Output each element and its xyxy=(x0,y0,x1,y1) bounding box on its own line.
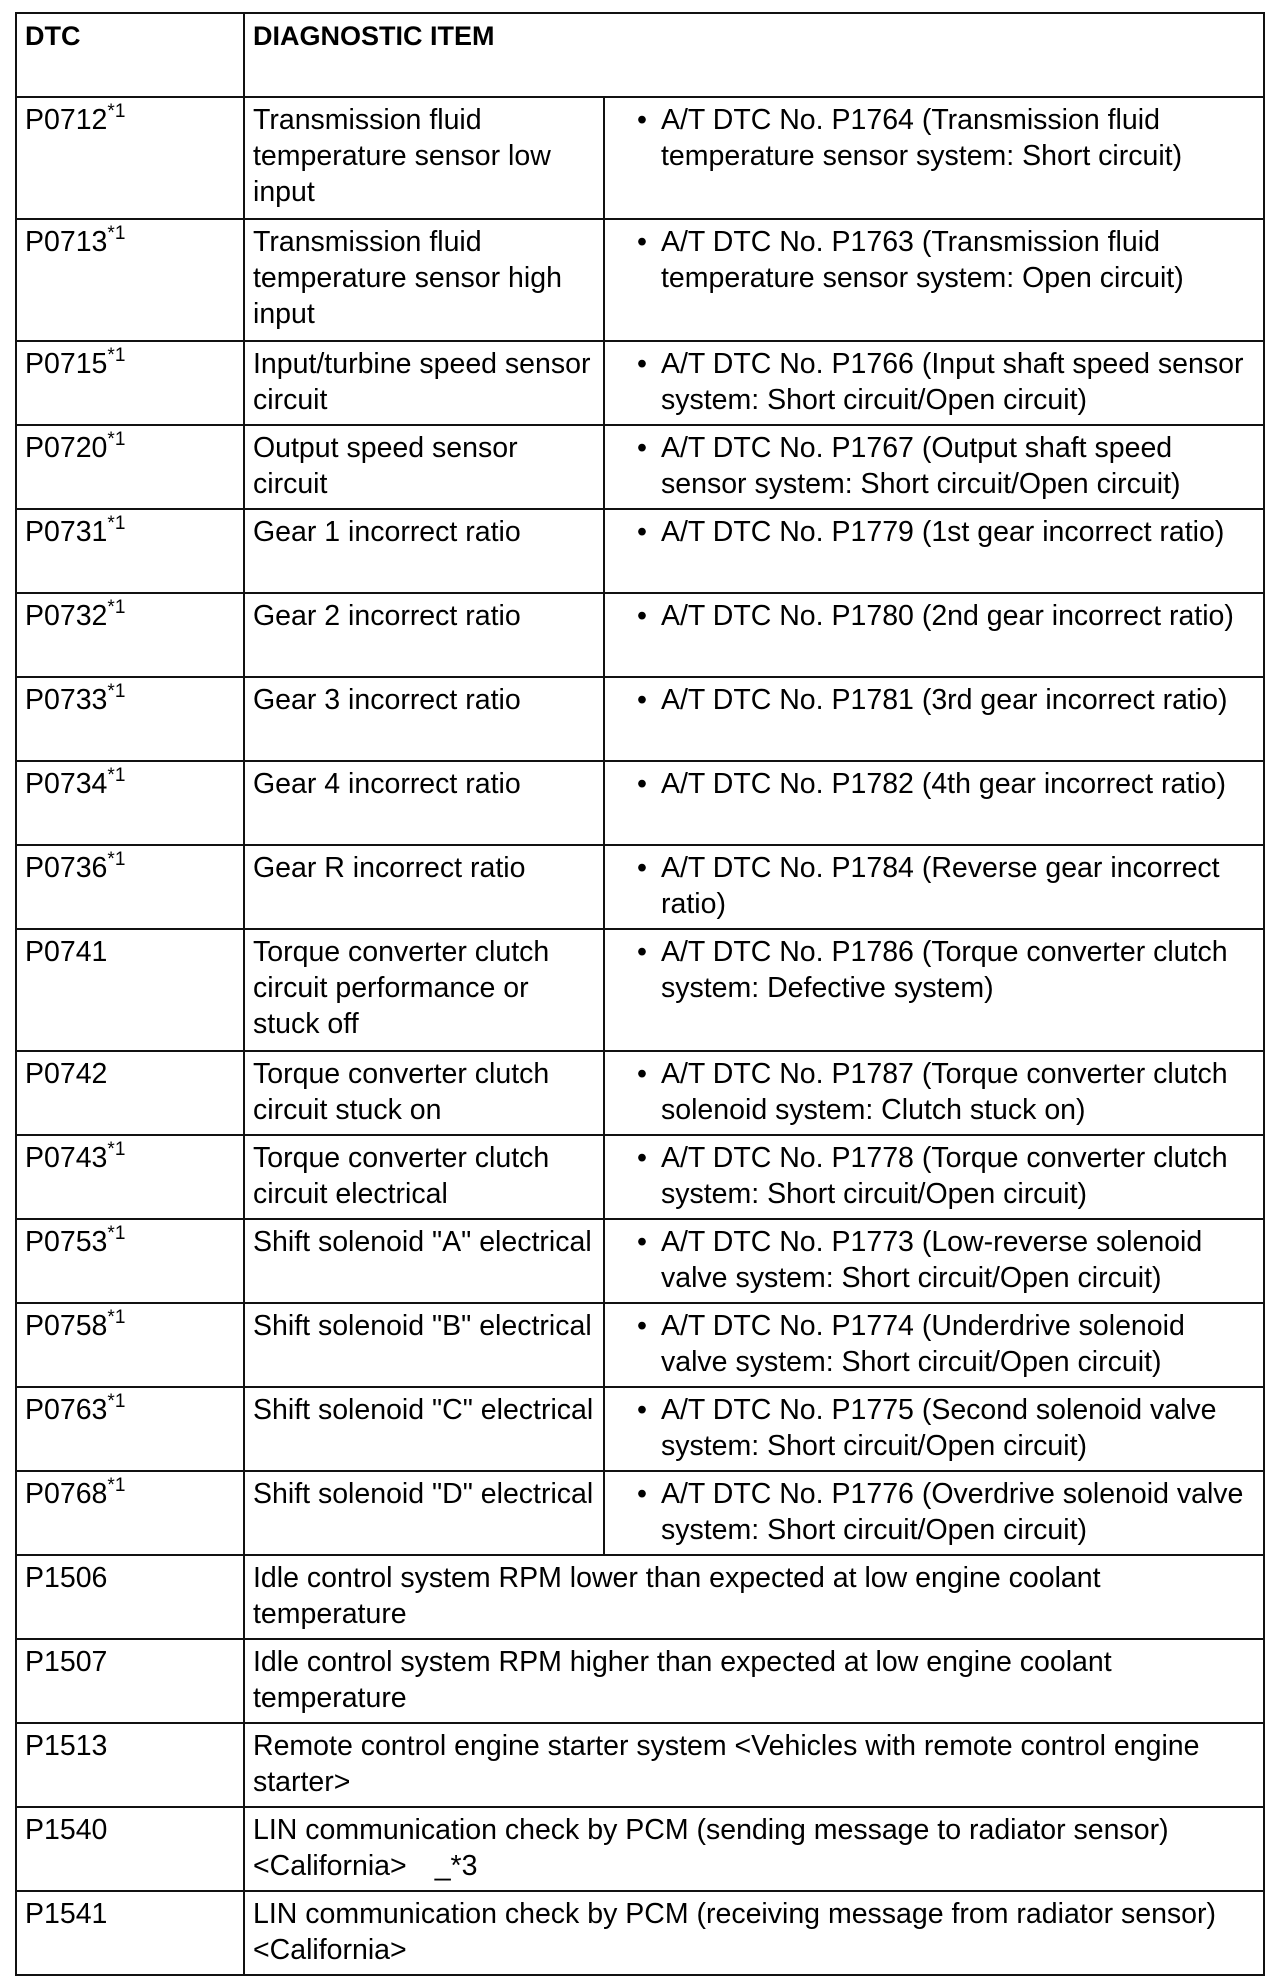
dtc-table xyxy=(15,12,1265,1976)
dtc-code: P0713 xyxy=(25,226,108,258)
table-row xyxy=(16,845,1264,929)
diagnostic-item: Shift solenoid "A" electrical xyxy=(244,1219,604,1303)
table-row xyxy=(16,1471,1264,1555)
diagnostic-item: Gear 2 incorrect ratio xyxy=(244,593,604,677)
footnote-mark: *1 xyxy=(107,1390,126,1412)
dtc-code: P1540 xyxy=(16,1807,244,1891)
dtc-code-cell xyxy=(16,219,244,341)
dtc-code-cell xyxy=(16,929,244,1051)
dtc-code-cell xyxy=(16,1219,244,1303)
diagnostic-item: Gear 3 incorrect ratio xyxy=(244,677,604,761)
diagnostic-detail-cell xyxy=(604,341,1264,425)
dtc-code: P0742 xyxy=(25,1058,108,1090)
diagnostic-detail-cell xyxy=(604,677,1264,761)
dtc-code: P0758 xyxy=(25,1310,108,1342)
dtc-table-body xyxy=(16,13,1264,1975)
detail-list xyxy=(613,682,1255,718)
table-header-row xyxy=(16,13,1264,97)
detail-bullet-item: • A/T DTC No. P1782 (4th gear incorrect ratio) xyxy=(637,766,1255,802)
footnote-mark: *1 xyxy=(107,848,126,870)
diagnostic-detail-cell xyxy=(604,1051,1264,1135)
diagnostic-detail-cell xyxy=(604,425,1264,509)
table-row xyxy=(16,1387,1264,1471)
diagnostic-detail-cell xyxy=(604,97,1264,219)
diagnostic-item-cell xyxy=(244,1723,1264,1807)
diagnostic-item: Torque converter clutch circuit stuck on xyxy=(244,1051,604,1135)
footnote-mark: *1 xyxy=(107,764,126,786)
table-row xyxy=(16,1555,1264,1639)
dtc-code: P0741 xyxy=(25,936,108,968)
footnote-mark: *1 xyxy=(107,1306,126,1328)
diagnostic-detail-cell xyxy=(604,509,1264,593)
footnote-mark: *1 xyxy=(107,344,126,366)
dtc-code-cell xyxy=(16,341,244,425)
footnote-mark: *1 xyxy=(107,1222,126,1244)
dtc-code: P0720 xyxy=(25,432,108,464)
diagnostic-item-cell xyxy=(244,1891,1264,1975)
diagnostic-item: LIN communication check by PCM (receiving message from radiator sensor) <California> xyxy=(253,1898,1217,1966)
dtc-code-cell xyxy=(16,97,244,219)
table-row xyxy=(16,1051,1264,1135)
dtc-code: P1541 xyxy=(16,1891,244,1975)
detail-bullet-item: • A/T DTC No. P1778 (Torque converter clutch system: Short circuit/Open circuit) xyxy=(637,1140,1255,1212)
detail-list xyxy=(613,1224,1255,1296)
detail-list xyxy=(613,102,1255,174)
diagnostic-item: Torque converter clutch circuit electrical xyxy=(244,1135,604,1219)
dtc-code: P0768 xyxy=(25,1478,108,1510)
detail-bullet-item: • A/T DTC No. P1775 (Second solenoid valve system: Short circuit/Open circuit) xyxy=(637,1392,1255,1464)
dtc-code-cell xyxy=(16,1135,244,1219)
detail-list xyxy=(613,1476,1255,1548)
dtc-code-cell xyxy=(16,593,244,677)
diagnostic-detail-cell xyxy=(604,1387,1264,1471)
diagnostic-detail-cell xyxy=(604,845,1264,929)
table-row xyxy=(16,1303,1264,1387)
detail-bullet-item: • A/T DTC No. P1784 (Reverse gear incorrect ratio) xyxy=(637,850,1255,922)
header-diagnostic-item: DIAGNOSTIC ITEM xyxy=(244,13,1264,97)
table-row xyxy=(16,761,1264,845)
dtc-code-cell xyxy=(16,1051,244,1135)
diagnostic-item: Idle control system RPM lower than expected at low engine coolant temperature xyxy=(253,1562,1101,1630)
table-row xyxy=(16,1219,1264,1303)
diagnostic-item: Shift solenoid "C" electrical xyxy=(244,1387,604,1471)
detail-bullet-item: • A/T DTC No. P1780 (2nd gear incorrect ratio) xyxy=(637,598,1255,634)
diagnostic-item-cell xyxy=(244,1807,1264,1891)
dtc-code-cell xyxy=(16,677,244,761)
table-row xyxy=(16,677,1264,761)
dtc-code: P0732 xyxy=(25,600,108,632)
dtc-code-cell xyxy=(16,761,244,845)
detail-bullet-item: • A/T DTC No. P1767 (Output shaft speed sensor system: Short circuit/Open circuit) xyxy=(637,430,1255,502)
dtc-code: P0753 xyxy=(25,1226,108,1258)
footnote-mark: *1 xyxy=(107,222,126,244)
diagnostic-detail-cell xyxy=(604,1219,1264,1303)
detail-list xyxy=(613,1140,1255,1212)
table-row xyxy=(16,929,1264,1051)
detail-list xyxy=(613,346,1255,418)
detail-list xyxy=(613,850,1255,922)
table-row xyxy=(16,341,1264,425)
table-row xyxy=(16,97,1264,219)
table-row xyxy=(16,593,1264,677)
diagnostic-item: Idle control system RPM higher than expected at low engine coolant temperature xyxy=(253,1646,1112,1714)
dtc-code-cell xyxy=(16,1471,244,1555)
detail-list xyxy=(613,934,1255,1006)
diagnostic-item: Input/turbine speed sensor circuit xyxy=(244,341,604,425)
detail-bullet-item: • A/T DTC No. P1763 (Transmission fluid temperature sensor system: Open circuit) xyxy=(637,224,1255,296)
detail-bullet-item: • A/T DTC No. P1781 (3rd gear incorrect ratio) xyxy=(637,682,1255,718)
dtc-code-cell xyxy=(16,509,244,593)
header-dtc: DTC xyxy=(16,13,244,97)
footnote-mark: *1 xyxy=(107,100,126,122)
diagnostic-detail-cell xyxy=(604,929,1264,1051)
detail-bullet-item: • A/T DTC No. P1773 (Low-reverse solenoid valve system: Short circuit/Open circuit) xyxy=(637,1224,1255,1296)
diagnostic-detail-cell xyxy=(604,1303,1264,1387)
diagnostic-detail-cell xyxy=(604,1471,1264,1555)
detail-bullet-item: • A/T DTC No. P1779 (1st gear incorrect ratio) xyxy=(637,514,1255,550)
detail-bullet-item: • A/T DTC No. P1764 (Transmission fluid temperature sensor system: Short circuit) xyxy=(637,102,1255,174)
diagnostic-item: Transmission fluid temperature sensor low input xyxy=(244,97,604,219)
detail-list xyxy=(613,1056,1255,1128)
diagnostic-item: Gear 1 incorrect ratio xyxy=(244,509,604,593)
footnote-mark: *1 xyxy=(107,1474,126,1496)
table-row xyxy=(16,425,1264,509)
table-row xyxy=(16,1807,1264,1891)
detail-list xyxy=(613,766,1255,802)
diagnostic-detail-cell xyxy=(604,761,1264,845)
dtc-code: P0712 xyxy=(25,104,108,136)
detail-bullet-item: • A/T DTC No. P1774 (Underdrive solenoid valve system: Short circuit/Open circuit) xyxy=(637,1308,1255,1380)
diagnostic-item-cell xyxy=(244,1555,1264,1639)
detail-bullet-item: • A/T DTC No. P1786 (Torque converter clutch system: Defective system) xyxy=(637,934,1255,1006)
dtc-code-cell xyxy=(16,1387,244,1471)
diagnostic-detail-cell xyxy=(604,593,1264,677)
table-row xyxy=(16,1891,1264,1975)
diagnostic-item: Output speed sensor circuit xyxy=(244,425,604,509)
dtc-code: P0734 xyxy=(25,768,108,800)
diagnostic-detail-cell xyxy=(604,219,1264,341)
detail-list xyxy=(613,1308,1255,1380)
dtc-code: P0736 xyxy=(25,852,108,884)
footnote-mark: *1 xyxy=(107,512,126,534)
detail-list xyxy=(613,224,1255,296)
dtc-code: P0731 xyxy=(25,516,108,548)
footnote-mark: *1 xyxy=(107,596,126,618)
footnote-mark: _*3 xyxy=(434,1850,478,1882)
detail-list xyxy=(613,514,1255,550)
diagnostic-item: Torque converter clutch circuit performance or stuck off xyxy=(244,929,604,1051)
dtc-code: P0715 xyxy=(25,348,108,380)
dtc-code-cell xyxy=(16,425,244,509)
dtc-code-cell xyxy=(16,845,244,929)
diagnostic-item: Shift solenoid "D" electrical xyxy=(244,1471,604,1555)
table-row xyxy=(16,1723,1264,1807)
diagnostic-item: Transmission fluid temperature sensor high input xyxy=(244,219,604,341)
dtc-code: P0743 xyxy=(25,1142,108,1174)
dtc-code: P0733 xyxy=(25,684,108,716)
footnote-mark: *1 xyxy=(107,428,126,450)
table-row xyxy=(16,1639,1264,1723)
diagnostic-item: Shift solenoid "B" electrical xyxy=(244,1303,604,1387)
diagnostic-item: Gear R incorrect ratio xyxy=(244,845,604,929)
dtc-code: P1506 xyxy=(16,1555,244,1639)
diagnostic-item: LIN communication check by PCM (sending message to radiator sensor) <California> xyxy=(253,1814,1169,1882)
table-row xyxy=(16,509,1264,593)
diagnostic-item: Remote control engine starter system <Vehicles with remote control engine starter> xyxy=(253,1730,1200,1798)
detail-list xyxy=(613,1392,1255,1464)
dtc-code: P1507 xyxy=(16,1639,244,1723)
detail-bullet-item: • A/T DTC No. P1766 (Input shaft speed sensor system: Short circuit/Open circuit) xyxy=(637,346,1255,418)
dtc-code: P0763 xyxy=(25,1394,108,1426)
dtc-code: P1513 xyxy=(16,1723,244,1807)
diagnostic-detail-cell xyxy=(604,1135,1264,1219)
diagnostic-item: Gear 4 incorrect ratio xyxy=(244,761,604,845)
footnote-mark: *1 xyxy=(107,1138,126,1160)
dtc-code-cell xyxy=(16,1303,244,1387)
detail-bullet-item: • A/T DTC No. P1776 (Overdrive solenoid valve system: Short circuit/Open circuit) xyxy=(637,1476,1255,1548)
detail-list xyxy=(613,430,1255,502)
detail-list xyxy=(613,598,1255,634)
footnote-mark: *1 xyxy=(107,680,126,702)
detail-bullet-item: • A/T DTC No. P1787 (Torque converter clutch solenoid system: Clutch stuck on) xyxy=(637,1056,1255,1128)
table-row xyxy=(16,1135,1264,1219)
table-row xyxy=(16,219,1264,341)
diagnostic-item-cell xyxy=(244,1639,1264,1723)
